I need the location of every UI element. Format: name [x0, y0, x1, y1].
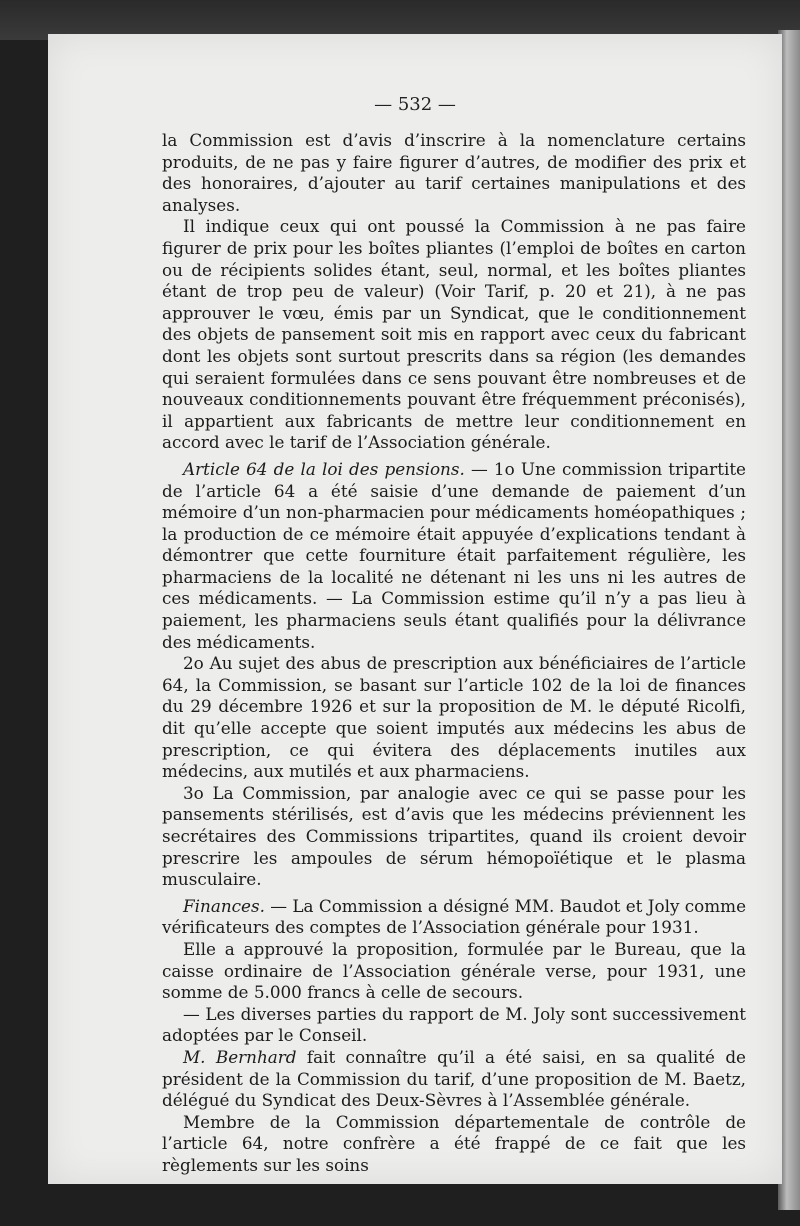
document-page — [48, 34, 782, 1184]
paragraph — [162, 459, 746, 653]
paragraph: 2o Au sujet des abus de prescription aux bénéficiaires de l’article 64, la Commission, se basant sur l’article 102 de la loi de finances du 29 décembre 1926 et sur la proposition de M. le député Ricolfi, dit qu’elle accepte que soient imputés aux médecins les abus de prescription, ce qui évitera des déplacements inutiles aux médecins, aux mutilés et aux pharmaciens. — [162, 653, 746, 782]
body-text — [162, 130, 746, 1177]
paragraph: Il indique ceux qui ont poussé la Commission à ne pas faire figurer de prix pour les boîtes pliantes (l’emploi de boîtes en carton ou de récipients solides étant, seul, normal, et les boîtes pliantes étant de trop peu de valeur) (Voir Tarif, p. 20 et 21), à ne pas approuver le vœu, émis par un Syndicat, que le conditionnement des objets de pansement soit mis en rapport avec ceux du fabricant dont les objets sont surtout prescrits dans sa région (les demandes qui seraient formulées dans ce sens pouvant être nombreuses et de nouveaux conditionnements pouvant être fréquemment préconisés), il appartient aux fabricants de mettre leur conditionnement en accord avec le tarif de l’Association générale. — [162, 216, 746, 453]
paragraph-text: fait connaître qu’il a été saisi, en sa qualité de président de la Commission du tarif, d’une proposition de M. Baetz, délégué du Syndicat des Deux-Sèvres à l’Assemblée générale. — [162, 1046, 746, 1111]
section-heading: Finances. — [183, 895, 265, 916]
paragraph — [162, 1047, 746, 1112]
paragraph-text: — 1o Une commission tripartite de l’article 64 a été saisie d’une demande de paiement d’un mémoire d’un non-pharmacien pour médicaments homéopathiques ; la production de ce mémoire était appuyée d’explications tendant à démontrer que cette fourniture était parfaitement régulière, les pharmaciens de la localité ne détenant ni les uns ni les autres de ces médicaments. — La Commission estime qu’il n’y a pas lieu à paiement, les pharmaciens seuls étant qualifiés pour la délivrance des médicaments. — [162, 458, 746, 652]
paragraph: la Commission est d’avis d’inscrire à la nomenclature certains produits, de ne pas y faire figurer d’autres, de modifier des prix et des honoraires, d’ajouter au tarif certaines manipulations et des analyses. — [162, 130, 746, 215]
paragraph: 3o La Commission, par analogie avec ce qui se passe pour les pansements stérilisés, est d’avis que les médecins préviennent les secrétaires des Commissions tripartites, quand ils croient devoir prescrire les ampoules de sérum hémopoïétique et le plasma musculaire. — [162, 782, 746, 890]
paragraph: Elle a approuvé la proposition, formulée par le Bureau, que la caisse ordinaire de l’Association générale verse, pour 1931, une somme de 5.000 francs à celle de secours. — [162, 938, 746, 1003]
section-heading: Article 64 de la loi des pensions. — [183, 458, 465, 479]
paragraph-text: — La Commission a désigné MM. Baudot et Joly comme vérificateurs des comptes de l’Association générale pour 1931. — [162, 895, 747, 938]
paragraph: — Les diverses parties du rapport de M. Joly sont successivement adoptées par le Conseil. — [162, 1003, 746, 1046]
page-number: — 532 — — [374, 94, 456, 115]
paragraph: Membre de la Commission départementale de contrôle de l’article 64, notre confrère a été frappé de ce fait que les règlements sur les soins — [162, 1111, 746, 1175]
speaker-name: M. Bernhard — [183, 1046, 297, 1067]
paragraph — [162, 896, 746, 939]
